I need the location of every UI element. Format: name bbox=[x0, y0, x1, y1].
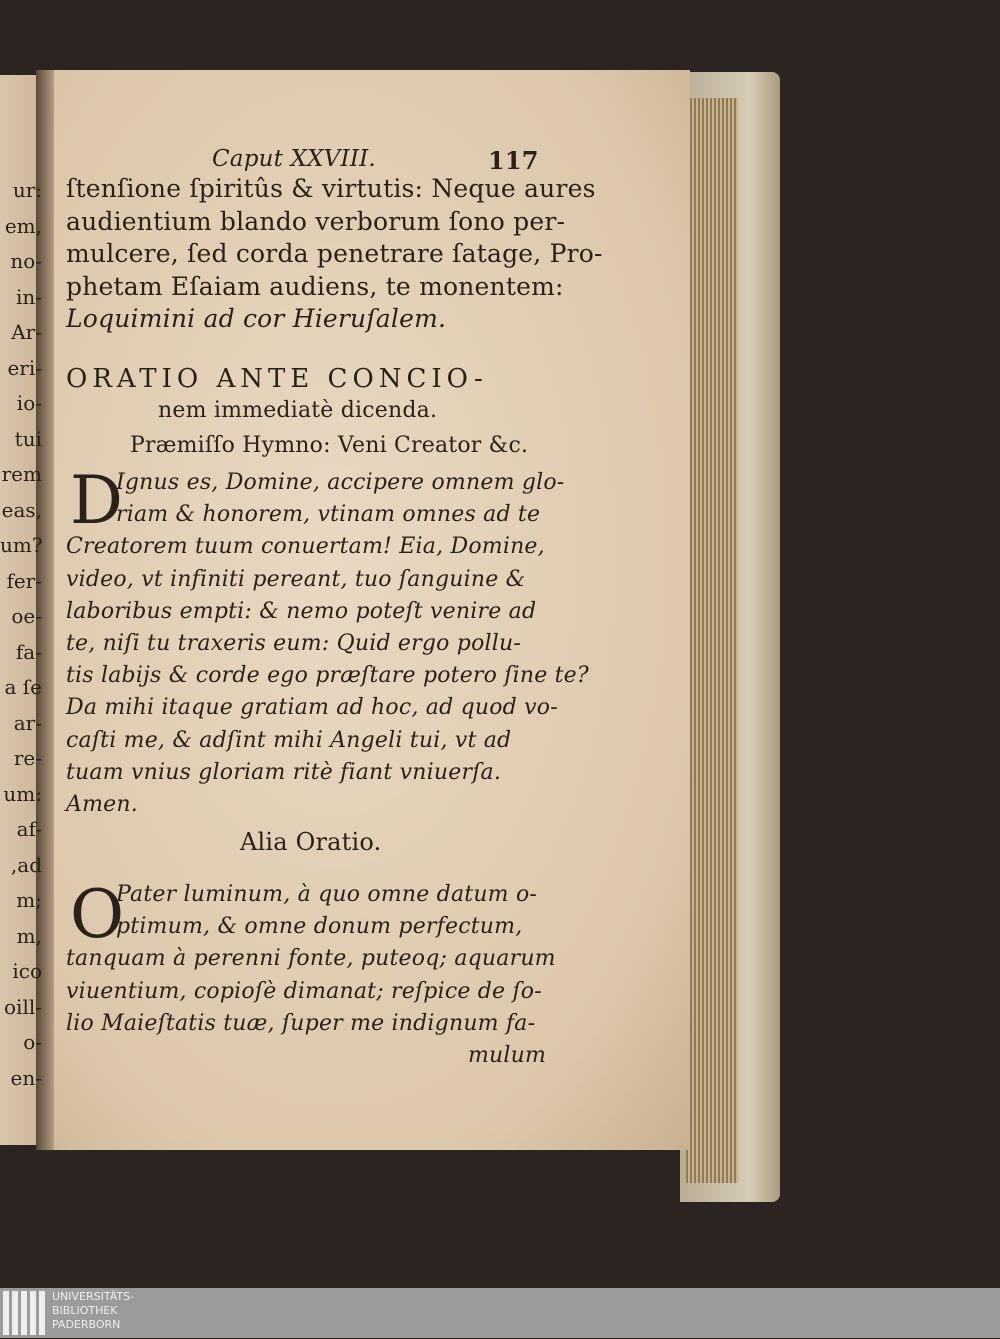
text-line: tanquam à perenni fonte, puteoq; aquarum bbox=[66, 946, 556, 972]
left-page-fragment: oill- bbox=[4, 994, 42, 1019]
heading-alia-oratio: Alia Oratio. bbox=[240, 828, 382, 856]
text-line: Loquimini ad cor Hieruſalem. bbox=[66, 304, 447, 333]
text-line: audientium blando verborum ſono per- bbox=[66, 206, 566, 236]
text-line: phetam Eſaiam audiens, te monentem: bbox=[66, 271, 564, 301]
left-page-fragment: o- bbox=[23, 1030, 42, 1054]
drop-cap-o: O bbox=[70, 876, 125, 953]
left-page-fragment: ,ad bbox=[10, 852, 42, 877]
text-line: riam & honorem, vtinam omnes ad te bbox=[116, 502, 541, 528]
text-line: te, niſi tu traxeris eum: Quid ergo pollu- bbox=[66, 631, 521, 656]
left-page-fragment: in- bbox=[15, 284, 42, 309]
heading-oratio-line3: Præmiſſo Hymno: Veni Creator &c. bbox=[130, 433, 529, 458]
left-page-fragment: ar- bbox=[13, 710, 42, 735]
heading-oratio: ORATIO ANTE CONCIO- bbox=[66, 364, 488, 394]
left-page-fragment: rem bbox=[1, 462, 42, 486]
text-line: ptimum, & omne donum perfectum, bbox=[116, 914, 523, 940]
left-page-fragment: eri- bbox=[7, 355, 42, 380]
library-footer bbox=[0, 1288, 1000, 1338]
left-page-fragment: en- bbox=[10, 1065, 42, 1090]
left-page-fragment: um? bbox=[0, 533, 43, 557]
text-line: tis labijs & corde ego præſtare potero ſine te? bbox=[66, 663, 589, 689]
heading-oratio-line2: nem immediatè dicenda. bbox=[158, 398, 438, 423]
text-line: caſti me, & adſint mihi Angeli tui, vt ad bbox=[66, 727, 512, 753]
page-edges bbox=[686, 98, 738, 1183]
text-line: lio Maieſtatis tuæ, ſuper me indignum fa- bbox=[66, 1010, 536, 1036]
left-page-fragment: af- bbox=[16, 817, 42, 841]
left-page-fragment: fer- bbox=[6, 568, 42, 593]
drop-cap-d: D bbox=[70, 462, 123, 539]
logo-line: UNIVERSITÄTS- bbox=[52, 1290, 135, 1303]
text-line: Amen. bbox=[66, 792, 138, 817]
left-page-fragment: em, bbox=[4, 213, 42, 238]
text-line: ſtenſione ſpiritûs & virtutis: Neque aures bbox=[66, 174, 596, 203]
page-number: 117 bbox=[488, 146, 539, 175]
left-page-fragment: no- bbox=[10, 249, 42, 273]
left-page-fragment: oe- bbox=[11, 604, 42, 628]
text-line: mulcere, ſed corda penetrare ſatage, Pro- bbox=[66, 239, 603, 268]
left-page-fragment: a ſe bbox=[4, 675, 42, 699]
left-page-fragment: io- bbox=[16, 391, 42, 415]
left-page-fragment: um: bbox=[3, 781, 42, 806]
left-page-fragment: Ar- bbox=[11, 320, 42, 344]
left-page-fragment: re- bbox=[13, 746, 42, 770]
text-line: laboribus empti: & nemo poteſt venire ad bbox=[66, 598, 537, 624]
text-line: viuentium, copioſè dimanat; reſpice de ſo- bbox=[66, 978, 542, 1004]
text-line: mulum bbox=[468, 1043, 547, 1068]
library-logo-icon bbox=[3, 1291, 48, 1339]
left-page-fragment: m, bbox=[16, 923, 42, 948]
logo-line: BIBLIOTHEK bbox=[52, 1304, 118, 1317]
left-page-fragment: tui bbox=[14, 426, 42, 451]
left-page-fragment: ur: bbox=[12, 178, 42, 202]
text-line: video, vt infiniti pereant, tuo ſanguine & bbox=[66, 566, 526, 592]
left-page-fragment: fa- bbox=[15, 639, 42, 664]
text-line: tuam vnius gloriam ritè fiant vniuerſa. bbox=[66, 759, 502, 785]
text-line: Creatorem tuum conuertam! Eia, Domine, bbox=[66, 534, 545, 560]
text-line: Ignus es, Domine, accipere omnem glo- bbox=[116, 470, 565, 495]
left-page-fragment: eas, bbox=[1, 497, 42, 522]
left-page-fragment: ico bbox=[12, 959, 42, 983]
text-line: Pater luminum, à quo omne datum o- bbox=[116, 882, 538, 907]
left-page-fragment: m; bbox=[16, 888, 42, 912]
running-title: Caput XXVIII. bbox=[212, 146, 376, 172]
text-line: Da mihi itaque gratiam ad hoc, ad quod vo- bbox=[66, 695, 558, 721]
logo-line: PADERBORN bbox=[52, 1318, 121, 1331]
library-logo-text bbox=[52, 1290, 134, 1332]
